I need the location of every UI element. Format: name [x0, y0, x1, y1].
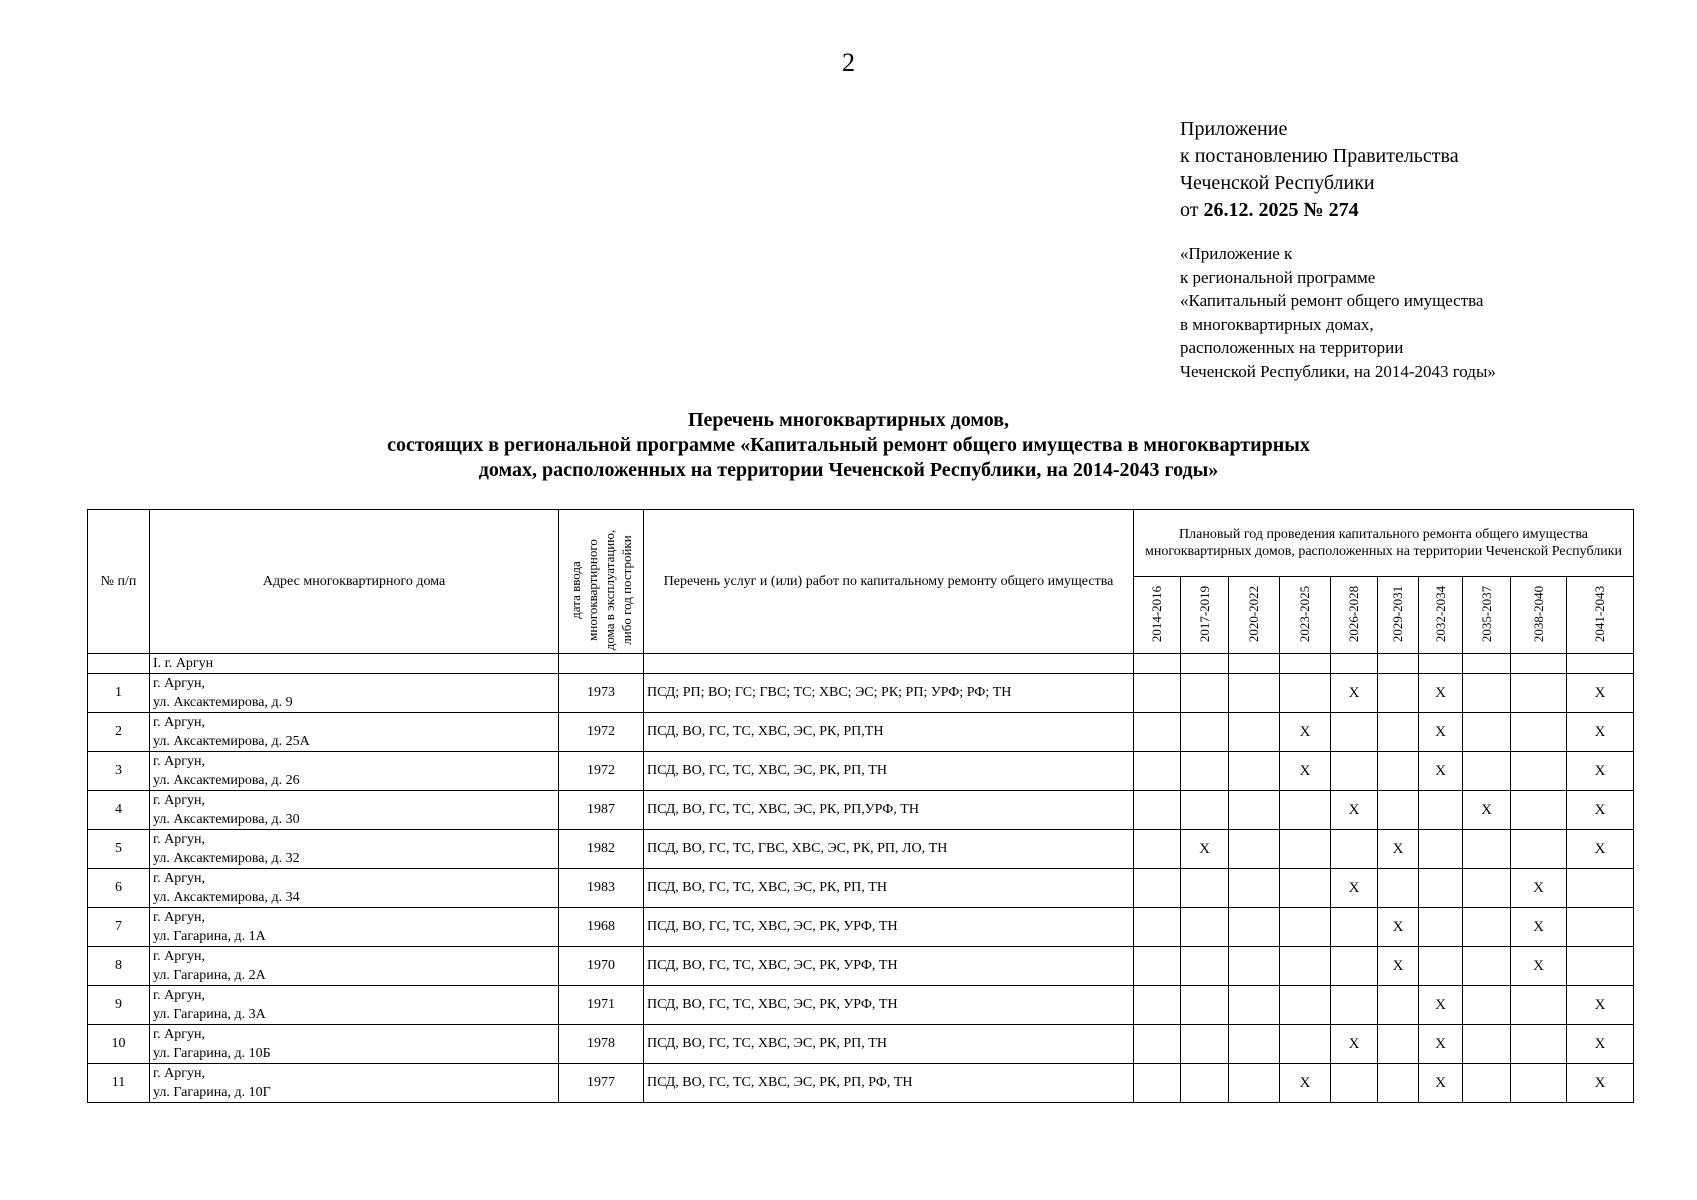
plan-mark-cell: [1331, 986, 1378, 1025]
plan-mark-cell: X: [1331, 1025, 1378, 1064]
plan-mark-cell: [1378, 986, 1419, 1025]
plan-mark-cell: [1511, 986, 1567, 1025]
row-address: [150, 986, 559, 1025]
plan-mark-cell: [1280, 947, 1331, 986]
plan-mark-cell: X: [1378, 947, 1419, 986]
period-label: 2014-2016: [1149, 585, 1164, 643]
plan-mark-cell: [1463, 713, 1511, 752]
section-empty-cell: [1511, 654, 1567, 674]
table-row: [88, 1025, 1634, 1064]
plan-mark-cell: X: [1567, 830, 1634, 869]
plan-mark-cell: [1134, 1025, 1181, 1064]
plan-mark-cell: X: [1567, 1064, 1634, 1103]
period-label: 2029-2031: [1390, 585, 1405, 643]
section-empty-cell: [559, 654, 644, 674]
appendix-header: [1180, 116, 1459, 224]
plan-mark-cell: X: [1280, 1064, 1331, 1103]
plan-mark-cell: X: [1567, 752, 1634, 791]
period-header: [1181, 577, 1229, 654]
row-build-year: 1973: [559, 674, 644, 713]
plan-mark-cell: [1134, 674, 1181, 713]
plan-mark-cell: X: [1567, 791, 1634, 830]
plan-mark-cell: X: [1567, 986, 1634, 1025]
row-works: ПСД, ВО, ГС, ТС, ХВС, ЭС, РК, УРФ, ТН: [644, 986, 1134, 1025]
plan-mark-cell: X: [1567, 674, 1634, 713]
row-build-year: 1977: [559, 1064, 644, 1103]
plan-mark-cell: [1229, 1025, 1280, 1064]
plan-mark-cell: [1419, 830, 1463, 869]
row-works: ПСД, ВО, ГС, ТС, ХВС, ЭС, РК, УРФ, ТН: [644, 908, 1134, 947]
plan-mark-cell: [1229, 791, 1280, 830]
address-city: г. Аргун,: [153, 910, 206, 925]
row-build-year: 1970: [559, 947, 644, 986]
row-works: ПСД, ВО, ГС, ТС, ГВС, ХВС, ЭС, РК, РП, ЛО, ТН: [644, 830, 1134, 869]
row-address: [150, 752, 559, 791]
plan-mark-cell: X: [1419, 1064, 1463, 1103]
period-header: [1331, 577, 1378, 654]
period-header: [1280, 577, 1331, 654]
row-address: [150, 830, 559, 869]
plan-mark-cell: X: [1419, 674, 1463, 713]
plan-mark-cell: [1181, 791, 1229, 830]
appendix-line: Приложение: [1180, 118, 1288, 140]
row-works: ПСД, ВО, ГС, ТС, ХВС, ЭС, РК, РП, ТН: [644, 1025, 1134, 1064]
plan-mark-cell: [1331, 830, 1378, 869]
address-street: ул. Аксактемирова, д. 25А: [153, 734, 310, 749]
plan-mark-cell: [1181, 674, 1229, 713]
row-build-year: 1972: [559, 752, 644, 791]
plan-mark-cell: [1511, 674, 1567, 713]
row-address: [150, 713, 559, 752]
address-street: ул. Гагарина, д. 2А: [153, 968, 266, 983]
row-works: ПСД, ВО, ГС, ТС, ХВС, ЭС, РК, РП,ТН: [644, 713, 1134, 752]
plan-mark-cell: [1378, 674, 1419, 713]
address-city: г. Аргун,: [153, 676, 206, 691]
row-works: ПСД, ВО, ГС, ТС, ХВС, ЭС, РК, РП, ТН: [644, 752, 1134, 791]
address-street: ул. Аксактемирова, д. 30: [153, 812, 300, 827]
section-empty-cell: [88, 654, 150, 674]
address-city: г. Аргун,: [153, 754, 206, 769]
plan-mark-cell: X: [1511, 947, 1567, 986]
table-row: [88, 830, 1634, 869]
table-row: [88, 908, 1634, 947]
table-row: [88, 986, 1634, 1025]
decree-date: 26.12. 2025: [1203, 199, 1299, 221]
address-city: г. Аргун,: [153, 832, 206, 847]
period-label: 2032-2034: [1432, 585, 1448, 643]
plan-mark-cell: [1331, 1064, 1378, 1103]
table-row: [88, 674, 1634, 713]
address-street: ул. Гагарина, д. 10Г: [153, 1085, 271, 1100]
address-city: г. Аргун,: [153, 1066, 206, 1081]
address-street: ул. Гагарина, д. 1А: [153, 929, 266, 944]
table-row: [88, 947, 1634, 986]
row-build-year: 1972: [559, 713, 644, 752]
period-header: [1378, 577, 1419, 654]
plan-mark-cell: [1229, 908, 1280, 947]
plan-mark-cell: [1511, 830, 1567, 869]
section-empty-cell: [1280, 654, 1331, 674]
plan-mark-cell: [1181, 1025, 1229, 1064]
plan-mark-cell: [1280, 830, 1331, 869]
period-label: 2026-2028: [1346, 585, 1361, 643]
period-header: [1229, 577, 1280, 654]
plan-mark-cell: [1463, 869, 1511, 908]
document-title: [0, 408, 1697, 483]
plan-mark-cell: X: [1331, 674, 1378, 713]
plan-mark-cell: [1229, 830, 1280, 869]
table-body: [88, 654, 1634, 1103]
plan-mark-cell: [1280, 1025, 1331, 1064]
header-plan: Плановый год проведения капитального ремонта общего имущества многоквартирных домов, расположенных на территории Чеченской Республики: [1134, 510, 1634, 577]
plan-mark-cell: X: [1511, 908, 1567, 947]
plan-mark-cell: [1181, 752, 1229, 791]
period-label: 2038-2040: [1530, 585, 1546, 643]
address-city: г. Аргун,: [153, 715, 206, 730]
section-empty-cell: [1181, 654, 1229, 674]
title-line: состоящих в региональной программе «Капитальный ремонт общего имущества в многоквартирных: [387, 434, 1310, 456]
period-header: [1134, 577, 1181, 654]
plan-mark-cell: [1378, 869, 1419, 908]
plan-mark-cell: [1134, 947, 1181, 986]
plan-mark-cell: [1134, 908, 1181, 947]
address-street: ул. Аксактемирова, д. 32: [153, 851, 300, 866]
plan-mark-cell: [1511, 713, 1567, 752]
plan-mark-cell: X: [1331, 791, 1378, 830]
plan-mark-cell: [1229, 947, 1280, 986]
row-address: [150, 1025, 559, 1064]
plan-mark-cell: X: [1280, 713, 1331, 752]
plan-mark-cell: [1419, 791, 1463, 830]
plan-mark-cell: [1463, 947, 1511, 986]
period-header: [1567, 577, 1634, 654]
row-build-year: 1978: [559, 1025, 644, 1064]
plan-mark-cell: [1378, 713, 1419, 752]
period-label: 2023-2025: [1297, 585, 1312, 643]
plan-mark-cell: [1511, 1025, 1567, 1064]
plan-mark-cell: X: [1378, 908, 1419, 947]
period-label: 2017-2019: [1196, 585, 1212, 643]
appendix-program-line: Чеченской Республики, на 2014-2043 годы»: [1180, 361, 1496, 381]
row-address: [150, 947, 559, 986]
appendix-program-line: к региональной программе: [1180, 267, 1376, 287]
row-build-year: 1983: [559, 869, 644, 908]
section-row: [88, 654, 1634, 674]
address-city: г. Аргун,: [153, 1027, 206, 1042]
plan-mark-cell: [1280, 986, 1331, 1025]
appendix-date-line: [1180, 197, 1459, 224]
row-address: [150, 1064, 559, 1103]
plan-mark-cell: X: [1419, 1025, 1463, 1064]
header-date-text: дата ввода многоквартирного дома в эксплуатацию, либо год постройки: [568, 529, 634, 650]
plan-mark-cell: [1378, 1025, 1419, 1064]
section-empty-cell: [1567, 654, 1634, 674]
appendix-program-line: «Приложение к: [1180, 244, 1293, 263]
address-street: ул. Гагарина, д. 3А: [153, 1007, 266, 1022]
plan-mark-cell: [1181, 713, 1229, 752]
row-works: ПСД, ВО, ГС, ТС, ХВС, ЭС, РК, РП, РФ, ТН: [644, 1064, 1134, 1103]
plan-mark-cell: X: [1419, 713, 1463, 752]
row-number: 5: [88, 830, 150, 869]
plan-mark-cell: [1280, 908, 1331, 947]
table-row: [88, 752, 1634, 791]
decree-number: № 274: [1298, 199, 1359, 221]
period-label: 2041-2043: [1592, 585, 1607, 643]
row-number: 2: [88, 713, 150, 752]
address-street: ул. Гагарина, д. 10Б: [153, 1046, 271, 1061]
plan-mark-cell: [1134, 986, 1181, 1025]
plan-mark-cell: [1229, 674, 1280, 713]
plan-mark-cell: [1378, 752, 1419, 791]
plan-mark-cell: [1280, 791, 1331, 830]
address-street: ул. Аксактемирова, д. 9: [153, 695, 293, 710]
table-row: [88, 1064, 1634, 1103]
plan-mark-cell: [1511, 1064, 1567, 1103]
address-city: г. Аргун,: [153, 988, 206, 1003]
plan-mark-cell: [1419, 947, 1463, 986]
table-row: [88, 791, 1634, 830]
plan-mark-cell: X: [1331, 869, 1378, 908]
plan-mark-cell: [1463, 830, 1511, 869]
appendix-line: Чеченской Республики: [1180, 172, 1375, 194]
appendix-line: к постановлению Правительства: [1180, 145, 1459, 167]
row-works: ПСД; РП; ВО; ГС; ГВС; ТС; ХВС; ЭС; РК; РП; УРФ; РФ; ТН: [644, 674, 1134, 713]
plan-mark-cell: [1280, 674, 1331, 713]
plan-mark-cell: [1378, 1064, 1419, 1103]
plan-mark-cell: X: [1419, 986, 1463, 1025]
plan-mark-cell: X: [1280, 752, 1331, 791]
header-num: № п/п: [88, 510, 150, 654]
plan-mark-cell: [1511, 791, 1567, 830]
address-city: г. Аргун,: [153, 793, 206, 808]
plan-mark-cell: X: [1419, 752, 1463, 791]
address-city: г. Аргун,: [153, 949, 206, 964]
row-number: 9: [88, 986, 150, 1025]
appendix-program-line: «Капитальный ремонт общего имущества: [1180, 291, 1484, 310]
plan-mark-cell: [1331, 713, 1378, 752]
plan-mark-cell: [1463, 1025, 1511, 1064]
plan-mark-cell: [1419, 908, 1463, 947]
plan-mark-cell: X: [1511, 869, 1567, 908]
plan-mark-cell: [1229, 986, 1280, 1025]
plan-mark-cell: [1463, 752, 1511, 791]
plan-mark-cell: [1134, 791, 1181, 830]
plan-mark-cell: [1567, 869, 1634, 908]
period-header: [1511, 577, 1567, 654]
row-number: 6: [88, 869, 150, 908]
plan-mark-cell: X: [1378, 830, 1419, 869]
plan-mark-cell: [1567, 947, 1634, 986]
appendix-program-line: в многоквартирных домах,: [1180, 314, 1374, 334]
plan-mark-cell: [1181, 869, 1229, 908]
section-empty-cell: [1419, 654, 1463, 674]
plan-mark-cell: X: [1567, 1025, 1634, 1064]
plan-mark-cell: [1331, 947, 1378, 986]
section-empty-cell: [1229, 654, 1280, 674]
section-empty-cell: [1134, 654, 1181, 674]
row-number: 7: [88, 908, 150, 947]
row-build-year: 1982: [559, 830, 644, 869]
appendix-program: [1180, 242, 1496, 383]
plan-mark-cell: [1181, 908, 1229, 947]
appendix-program-line: расположенных на территории: [1180, 338, 1404, 357]
period-label: 2035-2037: [1478, 585, 1494, 643]
header-works: Перечень услуг и (или) работ по капитальному ремонту общего имущества: [644, 510, 1134, 654]
address-street: ул. Аксактемирова, д. 34: [153, 890, 300, 905]
plan-mark-cell: [1229, 1064, 1280, 1103]
plan-mark-cell: X: [1463, 791, 1511, 830]
section-label: I. г. Аргун: [150, 654, 559, 674]
row-address: [150, 908, 559, 947]
plan-mark-cell: [1229, 752, 1280, 791]
row-build-year: 1971: [559, 986, 644, 1025]
title-line: Перечень многоквартирных домов,: [687, 409, 1010, 431]
plan-mark-cell: [1331, 908, 1378, 947]
section-empty-cell: [1378, 654, 1419, 674]
period-header: [1419, 577, 1463, 654]
plan-mark-cell: [1511, 752, 1567, 791]
row-number: 8: [88, 947, 150, 986]
row-address: [150, 674, 559, 713]
plan-mark-cell: [1181, 986, 1229, 1025]
address-city: г. Аргун,: [153, 871, 206, 886]
row-number: 3: [88, 752, 150, 791]
row-build-year: 1968: [559, 908, 644, 947]
plan-mark-cell: [1134, 1064, 1181, 1103]
row-number: 4: [88, 791, 150, 830]
header-date: [559, 510, 644, 654]
plan-mark-cell: [1567, 908, 1634, 947]
row-build-year: 1987: [559, 791, 644, 830]
plan-mark-cell: [1463, 1064, 1511, 1103]
row-number: 10: [88, 1025, 150, 1064]
plan-mark-cell: [1181, 947, 1229, 986]
plan-mark-cell: [1378, 791, 1419, 830]
period-header: [1463, 577, 1511, 654]
plan-mark-cell: [1134, 869, 1181, 908]
plan-mark-cell: [1134, 713, 1181, 752]
row-address: [150, 791, 559, 830]
page-number: 2: [842, 48, 855, 77]
registry-table: [87, 509, 1634, 1103]
header-address: Адрес многоквартирного дома: [150, 510, 559, 654]
table-row: [88, 713, 1634, 752]
date-prefix: от: [1180, 199, 1204, 221]
plan-mark-cell: [1229, 869, 1280, 908]
table-row: [88, 869, 1634, 908]
plan-mark-cell: [1463, 986, 1511, 1025]
row-works: ПСД, ВО, ГС, ТС, ХВС, ЭС, РК, УРФ, ТН: [644, 947, 1134, 986]
plan-mark-cell: [1419, 869, 1463, 908]
row-number: 1: [88, 674, 150, 713]
title-line: домах, расположенных на территории Чеченской Республики, на 2014-2043 годы»: [478, 459, 1219, 481]
plan-mark-cell: [1331, 752, 1378, 791]
plan-mark-cell: [1134, 752, 1181, 791]
plan-mark-cell: [1229, 713, 1280, 752]
period-label: 2020-2022: [1246, 585, 1261, 643]
section-empty-cell: [1331, 654, 1378, 674]
section-empty-cell: [644, 654, 1134, 674]
plan-mark-cell: X: [1181, 830, 1229, 869]
plan-mark-cell: [1181, 1064, 1229, 1103]
row-address: [150, 869, 559, 908]
row-works: ПСД, ВО, ГС, ТС, ХВС, ЭС, РК, РП,УРФ, ТН: [644, 791, 1134, 830]
row-number: 11: [88, 1064, 150, 1103]
plan-mark-cell: [1463, 674, 1511, 713]
row-works: ПСД, ВО, ГС, ТС, ХВС, ЭС, РК, РП, ТН: [644, 869, 1134, 908]
plan-mark-cell: [1463, 908, 1511, 947]
plan-mark-cell: [1134, 830, 1181, 869]
address-street: ул. Аксактемирова, д. 26: [153, 773, 300, 788]
plan-mark-cell: X: [1567, 713, 1634, 752]
section-empty-cell: [1463, 654, 1511, 674]
plan-mark-cell: [1280, 869, 1331, 908]
